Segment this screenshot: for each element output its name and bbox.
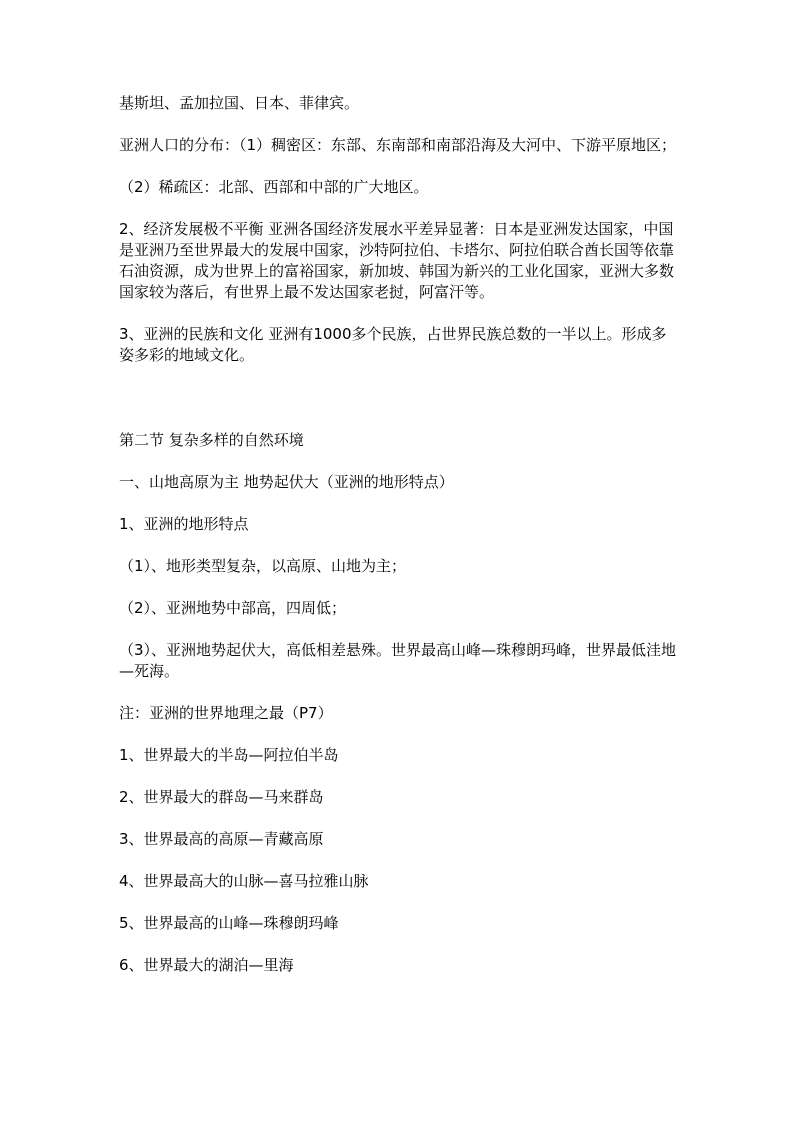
subsection-heading: 一、山地高原为主 地势起伏大（亚洲的地形特点）: [119, 473, 454, 491]
paragraph: （2）稀疏区：北部、西部和中部的广大地区。: [119, 178, 429, 196]
paragraph: 亚洲人口的分布：（1）稠密区：东部、东南部和南部沿海及大河中、下游平原地区；: [119, 136, 677, 154]
paragraph: 2、经济发展极不平衡 亚洲各国经济发展水平差异显著：日本是亚洲发达国家，中国是亚洲乃至世界最大的发展中国家，沙特阿拉伯、卡塔尔、阿拉伯联合酋长国等依靠石油资源，成为世界上的富裕国家，新加坡、韩国为新兴的工业化国家，亚洲大多数国家较为落后，有世界上最不发达国家老挝，阿富汗等。: [119, 220, 675, 301]
list-item: 2、世界最大的群岛—马来群岛: [119, 788, 324, 806]
list-item: 3、世界最高的高原—青藏高原: [119, 830, 324, 848]
section-heading: 第二节 复杂多样的自然环境: [119, 431, 304, 449]
paragraph: 3、亚洲的民族和文化 亚洲有1000多个民族，占世界民族总数的一半以上。形成多姿多彩的地域文化。: [119, 325, 667, 364]
paragraph: （1）、地形类型复杂，以高原、山地为主；: [119, 557, 407, 575]
list-item: 5、世界最高的山峰—珠穆朗玛峰: [119, 914, 339, 932]
paragraph: （2）、亚洲地势中部高，四周低；: [119, 599, 347, 617]
list-item: 1、世界最大的半岛—阿拉伯半岛: [119, 746, 339, 764]
note-heading: 注：亚洲的世界地理之最（P7）: [119, 704, 333, 722]
paragraph: 基斯坦、孟加拉国、日本、菲律宾。: [119, 94, 360, 112]
paragraph: 1、亚洲的地形特点: [119, 515, 249, 533]
list-item: 6、世界最大的湖泊—里海: [119, 956, 294, 974]
list-item: 4、世界最高大的山脉—喜马拉雅山脉: [119, 872, 369, 890]
paragraph: （3）、亚洲地势起伏大，高低相差悬殊。世界最高山峰—珠穆朗玛峰，世界最低洼地—死海。: [119, 641, 677, 680]
document-page: [119, 93, 679, 976]
